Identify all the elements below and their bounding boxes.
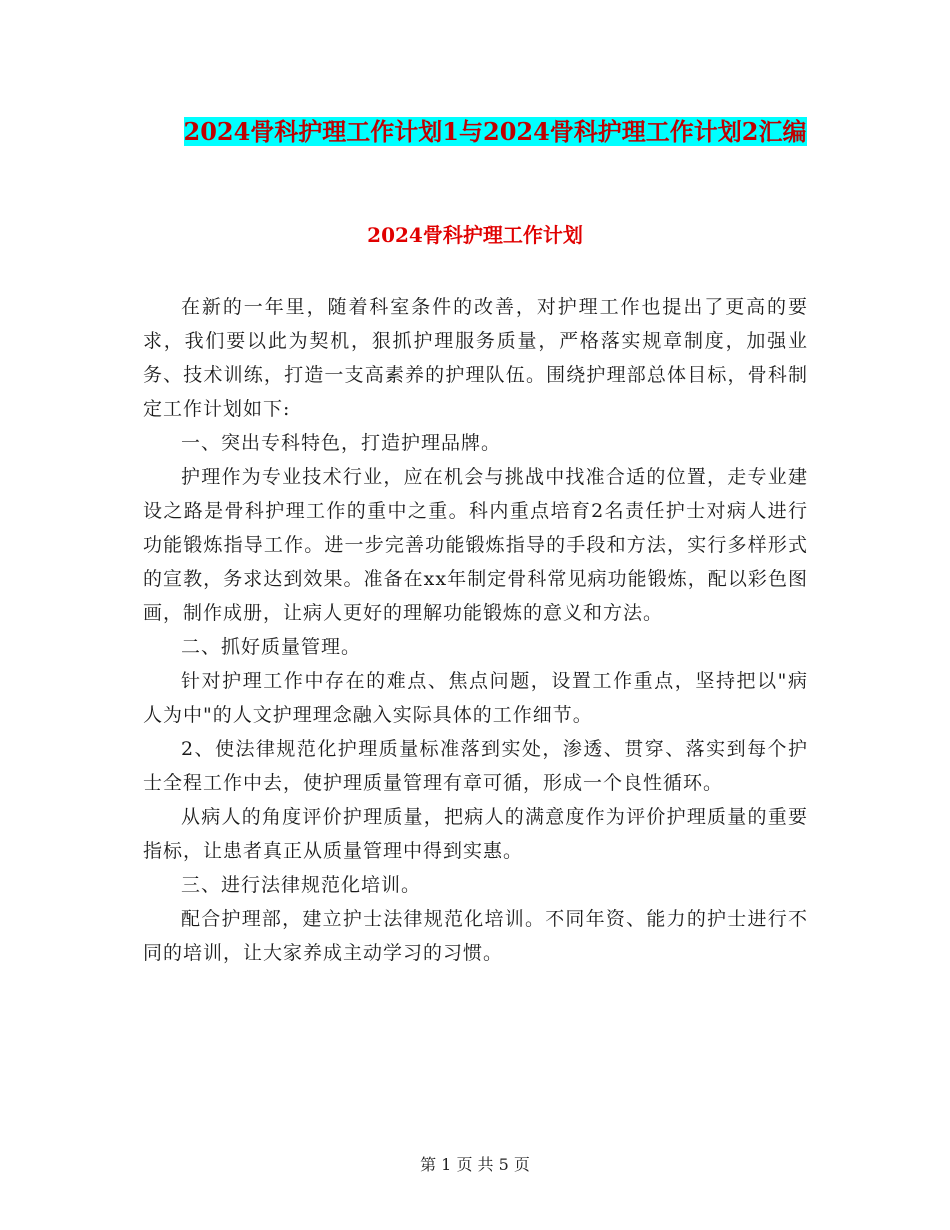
document-title-text: 2024骨科护理工作计划1与2024骨科护理工作计划2汇编 xyxy=(183,117,807,146)
document-title xyxy=(150,112,840,152)
section-title: 2024骨科护理工作计划 xyxy=(367,223,583,247)
paragraph-evaluation: 从病人的角度评价护理质量，把病人的满意度作为评价护理质量的重要指标，让患者真正从质量管理中得到实惠。 xyxy=(143,806,808,862)
paragraph-specialty: 护理作为专业技术行业，应在机会与挑战中找准合适的位置，走专业建设之路是骨科护理工作的重中之重。科内重点培育2名责任护士对病人进行功能锻炼指导工作。进一步完善功能锻炼指导的手段和方法，实行多样形式的宣教，务求达到效果。准备在xx年制定骨科常见病功能锻炼，配以彩色图画，制作成册，让病人更好的理解功能锻炼的意义和方法。 xyxy=(143,466,808,624)
paragraph-standards: 2、使法律规范化护理质量标准落到实处，渗透、贯穿、落实到每个护士全程工作中去，使护理质量管理有章可循，形成一个良性循环。 xyxy=(143,738,808,794)
page-number-footer: 第 1 页 共 5 页 xyxy=(420,1155,530,1174)
paragraph-training: 配合护理部，建立护士法律规范化培训。不同年资、能力的护士进行不同的培训，让大家养成主动学习的习惯。 xyxy=(143,908,808,964)
paragraph-focus: 针对护理工作中存在的难点、焦点问题，设置工作重点，坚持把以"病人为中"的人文护理理念融入实际具体的工作细节。 xyxy=(143,670,808,726)
heading-three: 三、进行法律规范化培训。 xyxy=(181,874,422,896)
heading-one: 一、突出专科特色，打造护理品牌。 xyxy=(181,432,502,454)
document-body xyxy=(143,290,808,970)
heading-two: 二、抓好质量管理。 xyxy=(181,636,362,658)
paragraph-intro: 在新的一年里，随着科室条件的改善，对护理工作也提出了更高的要求，我们要以此为契机，狠抓护理服务质量，严格落实规章制度，加强业务、技术训练，打造一支高素养的护理队伍。围绕护理部总体目标，骨科制定工作计划如下: xyxy=(143,296,808,420)
